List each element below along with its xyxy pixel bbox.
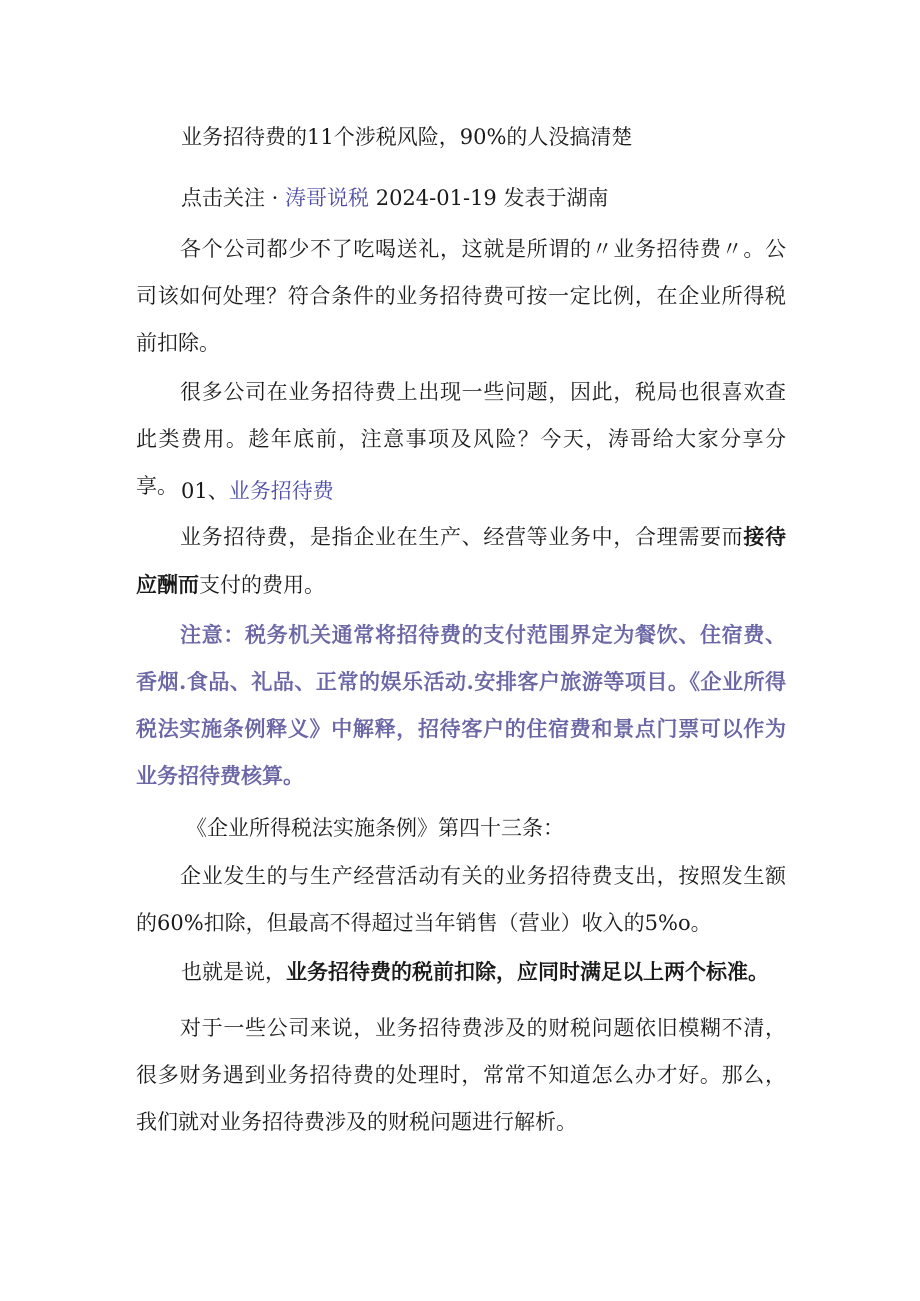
section-heading-link[interactable]: 业务招待费 <box>228 479 334 503</box>
definition-text: 业务招待费，是指企业在生产、经营等业务中，合理需要而 <box>180 525 744 549</box>
paragraph-analysis: 对于一些公司来说，业务招待费涉及的财税问题依旧模糊不清，很多财务遇到业务招待费的处理时，常常不知道怎么办才好。那么，我们就对业务招待费涉及的财税问题进行解析。 <box>136 1016 786 1134</box>
author-link[interactable]: 涛哥说税 <box>285 186 370 210</box>
law-reference: 《企业所得税法实施条例》第四十三条： <box>186 816 564 840</box>
follow-label[interactable]: 点击关注 · <box>181 186 286 210</box>
paragraph-context: 很多公司在业务招待费上出现一些问题，因此，税局也很喜欢查此类费用。趁年底前，注意事项及风险？今天，涛哥给大家分享分享。 <box>136 380 786 498</box>
conclusion-text: 也就是说， <box>181 960 286 984</box>
paragraph-rule: 企业发生的与生产经营活动有关的业务招待费支出，按照发生额的60%扣除，但最高不得超过当年销售（营业）收入的5%o。 <box>136 864 786 935</box>
paragraph-definition <box>136 513 786 609</box>
article-title: 业务招待费的11个涉税风险，90%的人没搞清楚 <box>181 125 633 149</box>
paragraph-conclusion <box>181 957 769 987</box>
definition-bold: 接待应酬而 <box>136 524 787 597</box>
section-number: 01、 <box>181 479 229 503</box>
article-meta <box>181 183 608 213</box>
note-paragraph: 注意：税务机关通常将招待费的支付范围界定为餐饮、住宿费、香烟.食品、礼品、正常的娱乐活动.安排客户旅游等项目。《企业所得税法实施条例释义》中解释，招待客户的住宿费和景点门票可以作为业务招待费核算。 <box>136 622 786 788</box>
conclusion-bold: 业务招待费的税前扣除，应同时满足以上两个标准。 <box>286 959 769 984</box>
paragraph-intro: 各个公司都少不了吃喝送礼，这就是所谓的〃业务招待费〃。公司该如何处理？符合条件的业务招待费可按一定比例，在企业所得税前扣除。 <box>136 237 786 355</box>
date-location: 2024-01-19 发表于湖南 <box>369 186 609 210</box>
definition-tail: 支付的费用。 <box>199 573 325 597</box>
section-heading-01 <box>181 476 334 506</box>
